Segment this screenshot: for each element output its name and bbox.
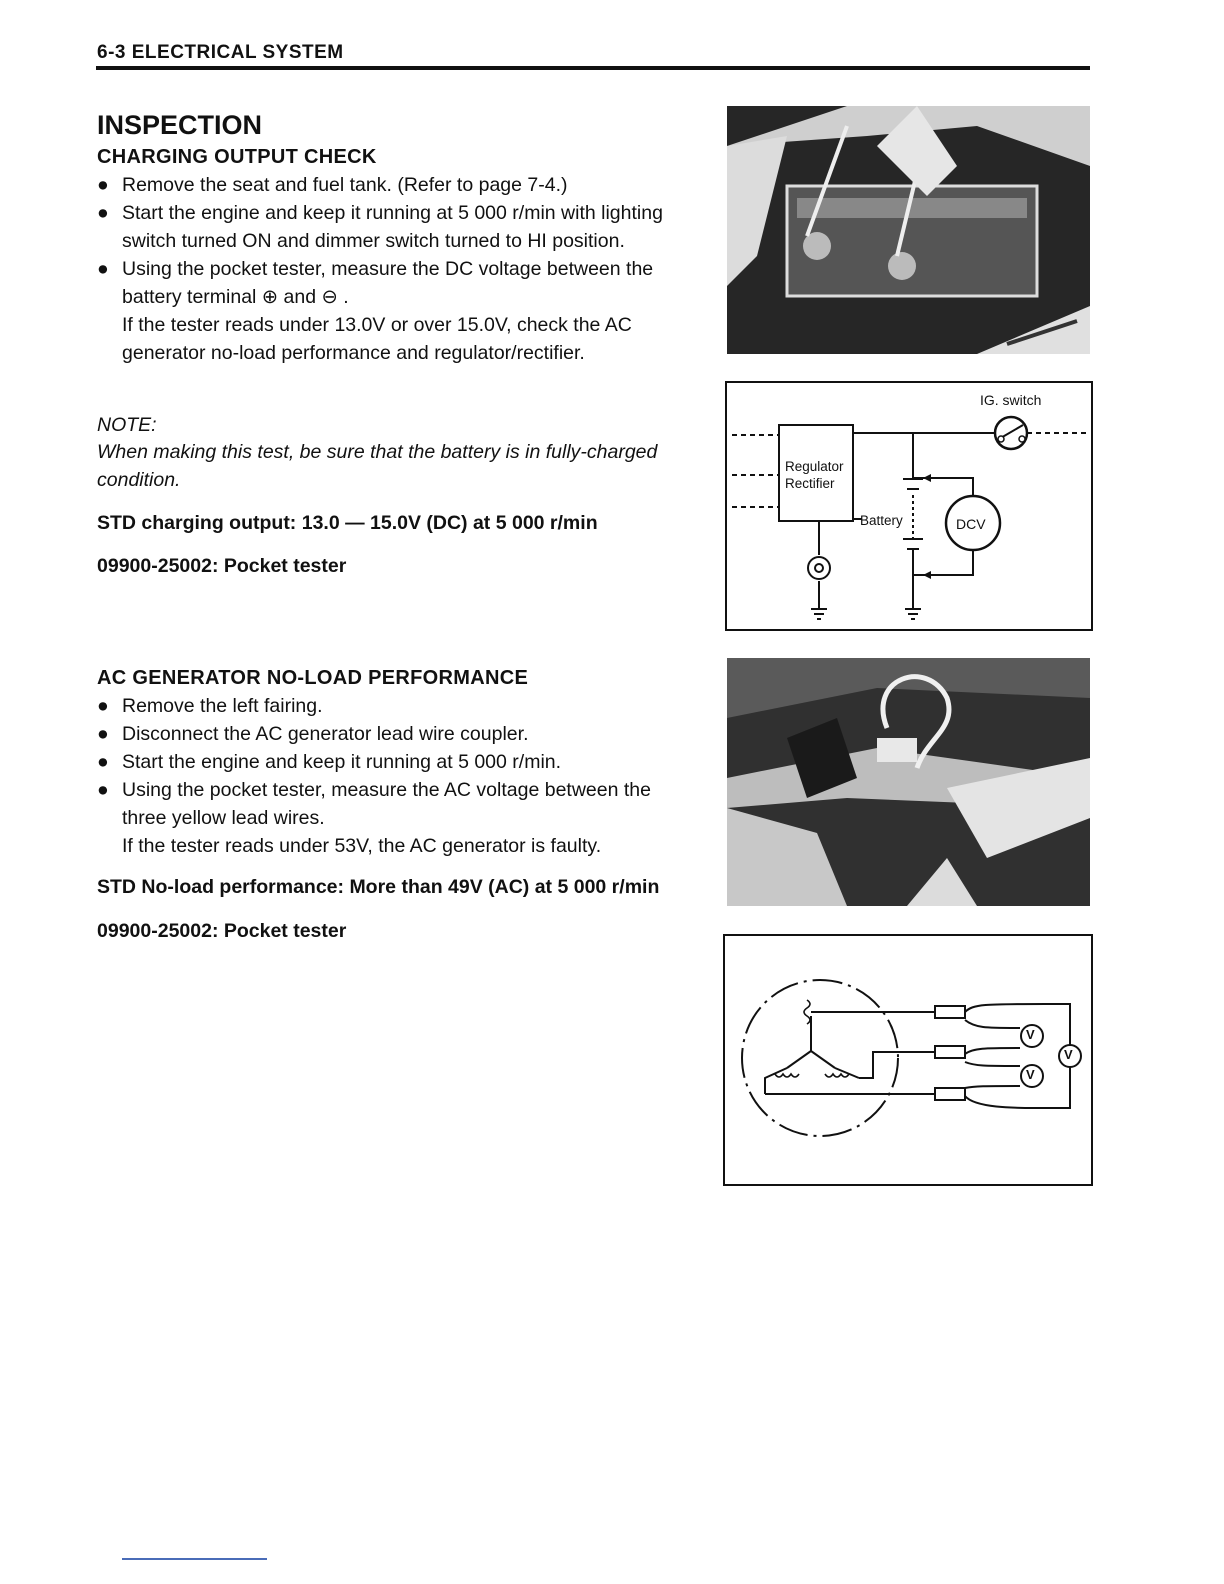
noload-tool: 09900-25002: Pocket tester <box>97 920 347 942</box>
list-item: ● Remove the left fairing. <box>97 692 687 720</box>
dcv-meter-label: DCV <box>956 516 986 532</box>
charging-followup: If the tester reads under 13.0V or over 15.0V, check the AC generator no-load performance and regulator/rectifier. <box>122 314 632 364</box>
bullet-icon: ● <box>97 202 109 224</box>
note-title: NOTE: <box>97 414 157 436</box>
generator-circuit-diagram <box>723 934 1093 1186</box>
note-body: When making this test, be sure that the battery is in fully-charged condition. <box>97 441 658 491</box>
bullet-icon: ● <box>97 779 109 801</box>
voltmeter-label: V <box>1064 1047 1073 1062</box>
rectifier-label: Rectifier <box>785 476 835 491</box>
generator-test-photo <box>727 658 1090 906</box>
ig-switch-label: IG. switch <box>980 392 1042 408</box>
noload-followup: If the tester reads under 53V, the AC generator is faulty. <box>122 835 602 857</box>
bullet-icon: ● <box>97 751 109 773</box>
charging-steps <box>97 171 687 367</box>
charging-subheading: CHARGING OUTPUT CHECK <box>97 146 377 168</box>
noload-spec: STD No-load performance: More than 49V (AC) at 5 000 r/min <box>97 876 660 898</box>
page-header: 6-3 ELECTRICAL SYSTEM <box>97 42 344 63</box>
bullet-icon: ● <box>97 174 109 196</box>
voltmeter-label: V <box>1026 1027 1035 1042</box>
regulator-label: Regulator <box>785 459 844 474</box>
header-rule <box>96 66 1090 70</box>
list-item: ● Start the engine and keep it running at 5 000 r/min. <box>97 748 687 776</box>
list-item: ● Using the pocket tester, measure the AC voltage between the three yellow lead wires. <box>97 776 687 832</box>
battery-test-photo <box>727 106 1090 354</box>
bullet-icon: ● <box>97 258 109 280</box>
list-item: ● Remove the seat and fuel tank. (Refer to page 7-4.) <box>97 171 687 199</box>
noload-steps <box>97 692 687 860</box>
bullet-icon: ● <box>97 723 109 745</box>
voltmeter-label: V <box>1026 1067 1035 1082</box>
list-item: ● Using the pocket tester, measure the DC voltage between the battery terminal ⊕ and ⊖ . <box>97 255 687 311</box>
charging-spec: STD charging output: 13.0 — 15.0V (DC) at 5 000 r/min <box>97 512 598 534</box>
bullet-icon: ● <box>97 695 109 717</box>
battery-label: Battery <box>860 513 903 528</box>
footer-rule <box>122 1558 267 1560</box>
list-item: ● Disconnect the AC generator lead wire coupler. <box>97 720 687 748</box>
list-item: ● Start the engine and keep it running at 5 000 r/min with lighting switch turned ON and dimmer switch turned to HI position. <box>97 199 687 255</box>
noload-subheading: AC GENERATOR NO-LOAD PERFORMANCE <box>97 667 529 689</box>
charging-circuit-diagram <box>725 381 1093 631</box>
section-title: INSPECTION <box>97 110 263 140</box>
charging-tool: 09900-25002: Pocket tester <box>97 555 347 577</box>
